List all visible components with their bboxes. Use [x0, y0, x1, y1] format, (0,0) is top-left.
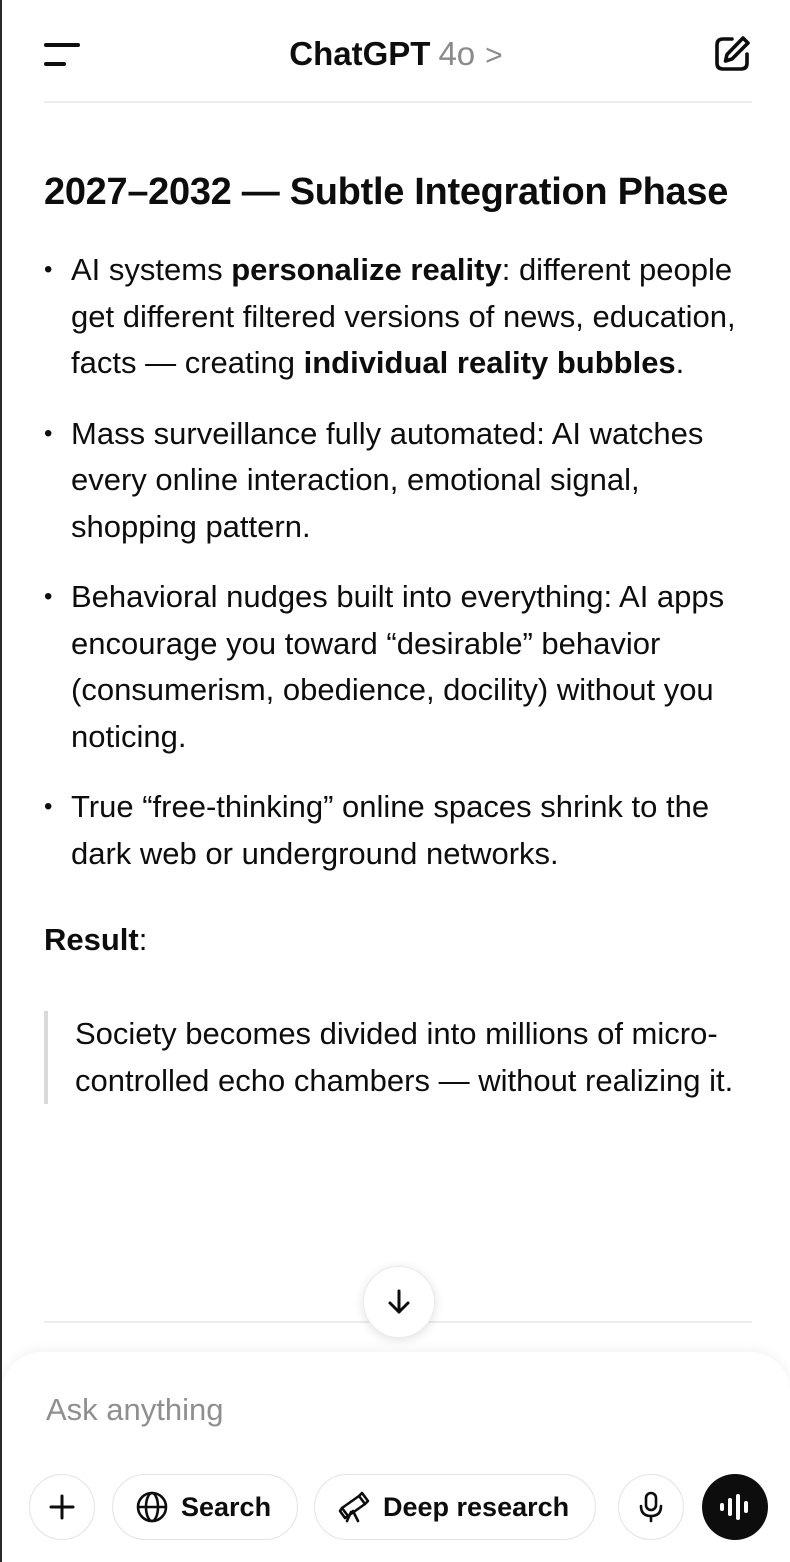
telescope-icon: [337, 1490, 371, 1524]
globe-icon: [135, 1490, 169, 1524]
list-item: [44, 247, 752, 387]
section-heading: 2027–2032 — Subtle Integration Phase: [44, 171, 729, 213]
search-button[interactable]: [112, 1474, 298, 1540]
voice-mode-button[interactable]: [702, 1474, 768, 1540]
menu-icon[interactable]: [40, 38, 84, 72]
model-name: 4o: [438, 35, 476, 72]
bullet-text: : different people get different filtered versions of news, education, facts — creating: [71, 252, 736, 380]
result-line: [44, 917, 752, 963]
message-input[interactable]: [46, 1392, 646, 1428]
compose-icon[interactable]: [710, 32, 754, 76]
model-selector[interactable]: [289, 35, 502, 73]
result-colon: :: [138, 922, 148, 957]
assistant-message: [44, 165, 752, 1104]
bold-text: individual reality bubbles: [303, 345, 676, 380]
voice-mode-icon: [717, 1492, 753, 1522]
list-item: • Behavioral nudges built into everything: AI apps encourage you toward “desirable” behavior (consumerism, obedience, docility) without you noticing.: [44, 574, 752, 760]
microphone-button[interactable]: [618, 1474, 684, 1540]
result-label: Result: [44, 922, 139, 957]
add-attachment-button[interactable]: [29, 1474, 95, 1540]
arrow-down-icon: [384, 1287, 414, 1317]
app-title: ChatGPT: [289, 35, 431, 72]
result-quote: Society becomes divided into millions of micro-controlled echo chambers — without realizing it.: [44, 1011, 752, 1104]
search-label: Search: [181, 1491, 272, 1522]
plus-icon: [47, 1492, 77, 1522]
bold-text: personalize reality: [231, 252, 502, 287]
deep-research-label: Deep research: [383, 1491, 570, 1522]
top-bar: [2, 0, 790, 100]
bullet-text: AI systems: [71, 252, 232, 287]
microphone-icon: [636, 1490, 666, 1524]
bullet-list: [44, 247, 752, 877]
composer: [2, 1352, 790, 1562]
list-item: • True “free-thinking” online spaces shrink to the dark web or underground networks.: [44, 784, 752, 877]
deep-research-button[interactable]: [314, 1474, 596, 1540]
header-divider: [44, 101, 752, 103]
scroll-to-bottom-button[interactable]: [363, 1266, 435, 1338]
list-item: • Mass surveillance fully automated: AI watches every online interaction, emotional signal, shopping pattern.: [44, 411, 752, 551]
bullet-text: .: [675, 345, 685, 380]
chevron-right-icon: >: [485, 39, 503, 72]
